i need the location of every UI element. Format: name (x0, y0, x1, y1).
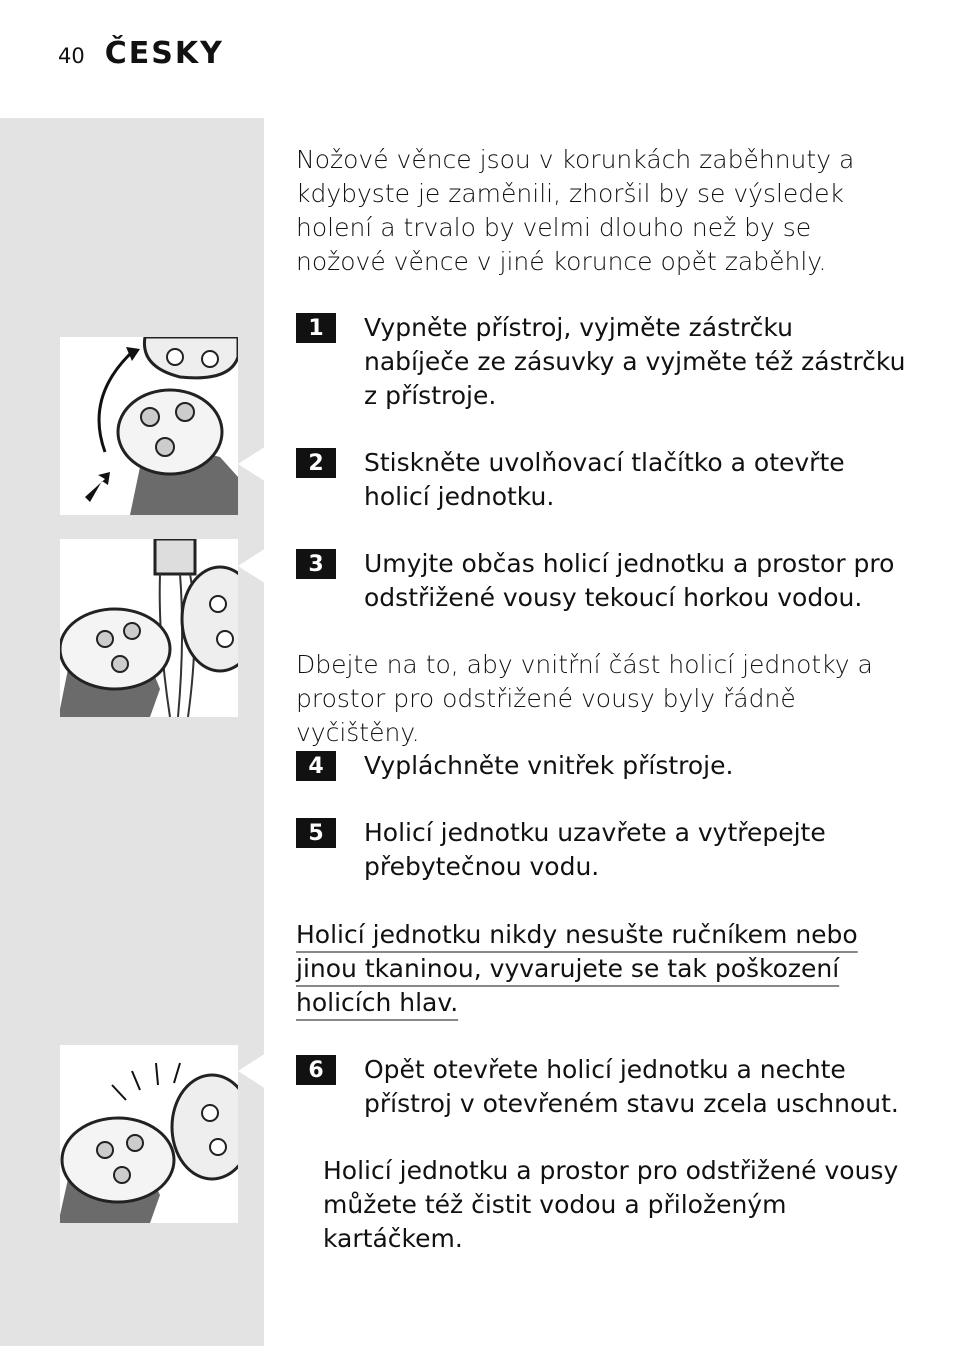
step-number-badge: 2 (296, 448, 336, 478)
page-number: 40 (58, 44, 85, 68)
tip-paragraph: Holicí jednotku a prostor pro odstřižené vousy můžete též čistit vodou a přiloženým kartáčkem. (323, 1156, 899, 1253)
step-6 (296, 1053, 906, 1121)
step-text: Vypláchněte vnitřek přístroje. (364, 751, 734, 780)
illustration-open-shaver (60, 337, 238, 515)
warning-note (296, 918, 896, 1020)
warning-text: Holicí jednotku nikdy nesušte ručníkem nebo jinou tkaninou, vyvarujete se tak poškození holicích hlav. (296, 920, 858, 1017)
step-number-badge: 4 (296, 751, 336, 781)
intro-paragraph: Nožové věnce jsou v korunkách zaběhnuty a kdybyste je zaměnili, zhoršil by se výsledek holení a trvalo by velmi dlouho než by se nožové věnce v jiné korunce opět zaběhly. (296, 145, 855, 276)
pointer-arrow (238, 446, 266, 482)
step-text: Umyjte občas holicí jednotku a prostor pro odstřižené vousy tekoucí horkou vodou. (364, 549, 895, 612)
page-header (58, 36, 224, 71)
step-text: Vypněte přístroj, vyjměte zástrčku nabíječe ze zásuvky a vyjměte též zástrčku z přístroje. (364, 313, 906, 410)
step-1 (296, 311, 906, 413)
pointer-arrow (238, 1053, 266, 1089)
step-text: Holicí jednotku uzavřete a vytřepejte přebytečnou vodu. (364, 818, 826, 881)
pointer-arrow (238, 548, 266, 584)
step-2 (296, 446, 906, 514)
step-5 (296, 816, 906, 884)
step-number-badge: 5 (296, 818, 336, 848)
step-number-badge: 6 (296, 1055, 336, 1085)
illustration-rinse-shaver (60, 539, 238, 717)
step-3 (296, 547, 906, 615)
step-4 (296, 749, 906, 783)
step-number-badge: 3 (296, 549, 336, 579)
section-title: ČESKY (104, 36, 224, 71)
step-text: Stiskněte uvolňovací tlačítko a otevřte holicí jednotku. (364, 448, 845, 511)
step-number-badge: 1 (296, 313, 336, 343)
step-text: Opět otevřete holicí jednotku a nechte přístroj v otevřeném stavu zcela uschnout. (364, 1055, 899, 1118)
step-3-note: Dbejte na to, aby vnitřní část holicí jednotky a prostor pro odstřižené vousy byly řádně vyčištěny. (296, 650, 873, 747)
illustration-dry-shaver (60, 1045, 238, 1223)
